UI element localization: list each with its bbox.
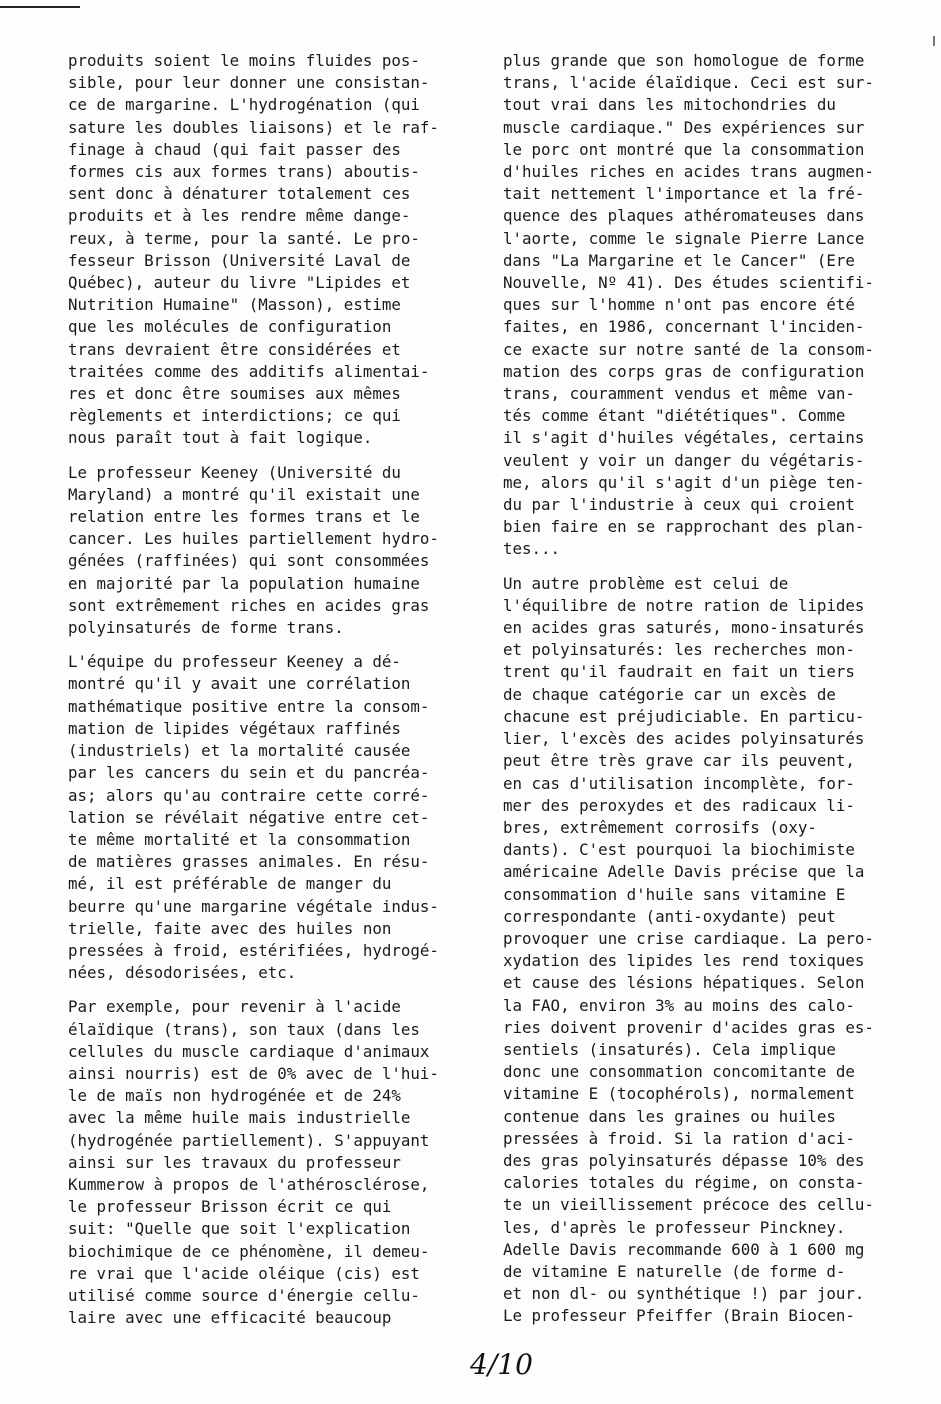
text-line: cellules du muscle cardiaque d'animaux <box>68 1041 430 1061</box>
text-line: mer des peroxydes et des radicaux li- <box>503 795 855 815</box>
text-line: beurre qu'une margarine végétale indus- <box>68 896 439 916</box>
text-line: pressées à froid, estérifiées, hydrogé- <box>68 940 439 960</box>
text-line: formes cis aux formes trans) aboutis- <box>68 162 420 182</box>
text-line: Québec), auteur du livre "Lipides et <box>68 273 411 293</box>
text-line: (hydrogénée partiellement). S'appuyant <box>68 1130 430 1150</box>
text-line: xydation des lipides les rend toxiques <box>503 951 865 971</box>
text-line: Adelle Davis recommande 600 à 1 600 mg <box>503 1239 865 1259</box>
text-line: mation des corps gras de configuration <box>503 361 865 381</box>
text-line: suit: "Quelle que soit l'explication <box>68 1219 411 1239</box>
text-line: avec la même huile mais industrielle <box>68 1108 411 1128</box>
text-line: trans, l'acide élaïdique. Ceci est sur- <box>503 73 874 93</box>
text-line: de matières grasses animales. En résu- <box>68 852 430 872</box>
text-line: par les cancers du sein et du pancréa- <box>68 763 430 783</box>
text-line: trans, couramment vendus et même van- <box>503 384 855 404</box>
text-line: et cause des lésions hépatiques. Selon <box>503 973 865 993</box>
text-line: provoquer une crise cardiaque. La pero- <box>503 928 874 948</box>
text-line: laire avec une efficacité beaucoup <box>68 1308 392 1328</box>
text-line: produits et à les rendre même dange- <box>68 206 411 226</box>
text-line: montré qu'il y avait une corrélation <box>68 674 411 694</box>
text-line: biochimique de ce phénomène, il demeu- <box>68 1241 430 1261</box>
text-line: peut être très grave car ils peuvent, <box>503 751 855 771</box>
text-line: le de maïs non hydrogénée et de 24% <box>68 1086 401 1106</box>
text-line: me, alors qu'il s'agit d'un piège ten- <box>503 472 865 492</box>
text-line: pressées à froid. Si la ration d'aci- <box>503 1128 855 1148</box>
text-line: ce de margarine. L'hydrogénation (qui <box>68 95 420 115</box>
text-line: cancer. Les huiles partiellement hydro- <box>68 529 439 549</box>
text-line: muscle cardiaque." Des expériences sur <box>503 117 865 137</box>
text-line: correspondante (anti-oxydante) peut <box>503 906 836 926</box>
text-line: règlements et interdictions; ce qui <box>68 406 401 426</box>
text-line: sont extrêmement riches en acides gras <box>68 595 430 615</box>
text-line: trent qu'il faudrait en fait un tiers <box>503 662 855 682</box>
text-line: ce exacte sur notre santé de la consom- <box>503 339 874 359</box>
text-line: il s'agit d'huiles végétales, certains <box>503 428 865 448</box>
paragraph <box>68 651 468 984</box>
text-line: polyinsaturés de forme trans. <box>68 618 344 638</box>
text-line: te même mortalité et la consommation <box>68 829 411 849</box>
text-line: te un vieillissement précoce des cellu- <box>503 1195 874 1215</box>
text-line: des gras polyinsaturés dépasse 10% des <box>503 1150 865 1170</box>
text-line: Maryland) a montré qu'il existait une <box>68 484 420 504</box>
text-line: que les molécules de configuration <box>68 317 392 337</box>
text-line: mathématique positive entre la consom- <box>68 696 430 716</box>
text-line: en cas d'utilisation incomplète, for- <box>503 773 855 793</box>
text-line: dants). C'est pourquoi la biochimiste <box>503 840 855 860</box>
text-line: ainsi nourris) est de 0% avec de l'hui- <box>68 1063 439 1083</box>
text-line: plus grande que son homologue de forme <box>503 51 865 70</box>
text-line: le professeur Brisson écrit ce qui <box>68 1197 392 1217</box>
text-line: L'équipe du professeur Keeney a dé- <box>68 652 401 672</box>
text-line: nées, désodorisées, etc. <box>68 963 297 983</box>
text-line: res et donc être soumises aux mêmes <box>68 384 401 404</box>
text-line: relation entre les formes trans et le <box>68 507 420 527</box>
text-line: sentiels (insaturés). Cela implique <box>503 1039 836 1059</box>
text-line: sature les doubles liaisons) et le raf- <box>68 117 439 137</box>
text-line: lier, l'excès des acides polyinsaturés <box>503 729 865 749</box>
text-line: tés comme étant "diététiques". Comme <box>503 406 846 426</box>
text-line: les, d'après le professeur Pinckney. <box>503 1217 846 1237</box>
text-line: d'huiles riches en acides trans augmen- <box>503 162 874 182</box>
text-line: Le professeur Keeney (Université du <box>68 462 401 482</box>
text-line: Nouvelle, Nº 41). Des études scientifi- <box>503 273 874 293</box>
paragraph <box>68 996 468 1329</box>
text-line: contenue dans les graines ou huiles <box>503 1106 836 1126</box>
text-line: fesseur Brisson (Université Laval de <box>68 250 411 270</box>
text-line: ainsi sur les travaux du professeur <box>68 1152 401 1172</box>
left-column <box>68 50 468 1329</box>
text-line: en acides gras saturés, mono-insaturés <box>503 618 865 638</box>
text-line: vitamine E (tocophérols), normalement <box>503 1084 855 1104</box>
text-line: tout vrai dans les mitochondries du <box>503 95 836 115</box>
text-line: traitées comme des additifs alimentai- <box>68 361 430 381</box>
paragraph-gap <box>68 450 468 462</box>
text-line: sent donc à dénaturer totalement ces <box>68 184 411 204</box>
text-line: Le professeur Pfeiffer (Brain Biocen- <box>503 1306 855 1326</box>
text-line: utilisé comme source d'énergie cellu- <box>68 1285 420 1305</box>
text-line: faites, en 1986, concernant l'inciden- <box>503 317 865 337</box>
text-line: de vitamine E naturelle (de forme d- <box>503 1261 846 1281</box>
text-line: chacune est préjudiciable. En particu- <box>503 706 865 726</box>
text-line: mé, il est préférable de manger du <box>68 874 392 894</box>
margin-mark <box>933 36 935 46</box>
text-line: reux, à terme, pour la santé. Le pro- <box>68 228 420 248</box>
text-line: veulent y voir un danger du végétaris- <box>503 450 865 470</box>
text-line: la FAO, environ 3% au moins des calo- <box>503 995 855 1015</box>
text-line: produits soient le moins fluides pos- <box>68 51 420 70</box>
text-line: sible, pour leur donner une consistan- <box>68 73 430 93</box>
text-line: tait nettement l'importance et la fré- <box>503 184 865 204</box>
page-number: 4/10 <box>470 1348 533 1381</box>
paragraph <box>503 50 913 561</box>
paragraph <box>68 50 468 450</box>
text-line: donc une consommation concomitante de <box>503 1062 855 1082</box>
paragraph-gap <box>68 984 468 996</box>
text-line: re vrai que l'acide oléique (cis) est <box>68 1263 420 1283</box>
text-line: élaïdique (trans), son taux (dans les <box>68 1019 420 1039</box>
text-line: Kummerow à propos de l'athérosclérose, <box>68 1174 430 1194</box>
text-line: trielle, faite avec des huiles non <box>68 918 392 938</box>
text-line: lation se révélait négative entre cet- <box>68 807 430 827</box>
right-column <box>503 50 913 1328</box>
text-line: tes... <box>503 539 561 559</box>
text-line: finage à chaud (qui fait passer des <box>68 139 401 159</box>
text-line: bres, extrêmement corrosifs (oxy- <box>503 817 817 837</box>
text-line: mation de lipides végétaux raffinés <box>68 718 401 738</box>
text-line: en majorité par la population humaine <box>68 573 420 593</box>
text-line: l'aorte, comme le signale Pierre Lance <box>503 228 865 248</box>
text-line: américaine Adelle Davis précise que la <box>503 862 865 882</box>
text-line: (industriels) et la mortalité causée <box>68 741 411 761</box>
text-line: consommation d'huile sans vitamine E <box>503 884 846 904</box>
text-line: bien faire en se rapprochant des plan- <box>503 517 865 537</box>
text-line: trans devraient être considérées et <box>68 339 401 359</box>
paragraph <box>503 573 913 1328</box>
paragraph <box>68 462 468 640</box>
text-line: Nutrition Humaine" (Masson), estime <box>68 295 401 315</box>
text-line: quence des plaques athéromateuses dans <box>503 206 865 226</box>
text-line: de chaque catégorie car un excès de <box>503 684 836 704</box>
text-line: Un autre problème est celui de <box>503 573 789 593</box>
text-line: nous paraît tout à fait logique. <box>68 428 373 448</box>
paragraph-gap <box>68 639 468 651</box>
text-line: l'équilibre de notre ration de lipides <box>503 595 865 615</box>
text-line: et polyinsaturés: les recherches mon- <box>503 640 855 660</box>
paragraph-gap <box>503 561 913 573</box>
text-line: as; alors qu'au contraire cette corré- <box>68 785 430 805</box>
text-line: le porc ont montré que la consommation <box>503 139 865 159</box>
text-line: Par exemple, pour revenir à l'acide <box>68 997 401 1017</box>
text-line: calories totales du régime, on consta- <box>503 1173 865 1193</box>
text-line: ries doivent provenir d'acides gras es- <box>503 1017 874 1037</box>
text-line: ques sur l'homme n'ont pas encore été <box>503 295 855 315</box>
text-line: et non dl- ou synthétique !) par jour. <box>503 1284 865 1304</box>
text-line: dans "La Margarine et le Cancer" (Ere <box>503 250 855 270</box>
text-line: génées (raffinées) qui sont consommées <box>68 551 430 571</box>
text-line: du par l'industrie à ceux qui croient <box>503 495 855 515</box>
top-rule <box>0 6 80 8</box>
